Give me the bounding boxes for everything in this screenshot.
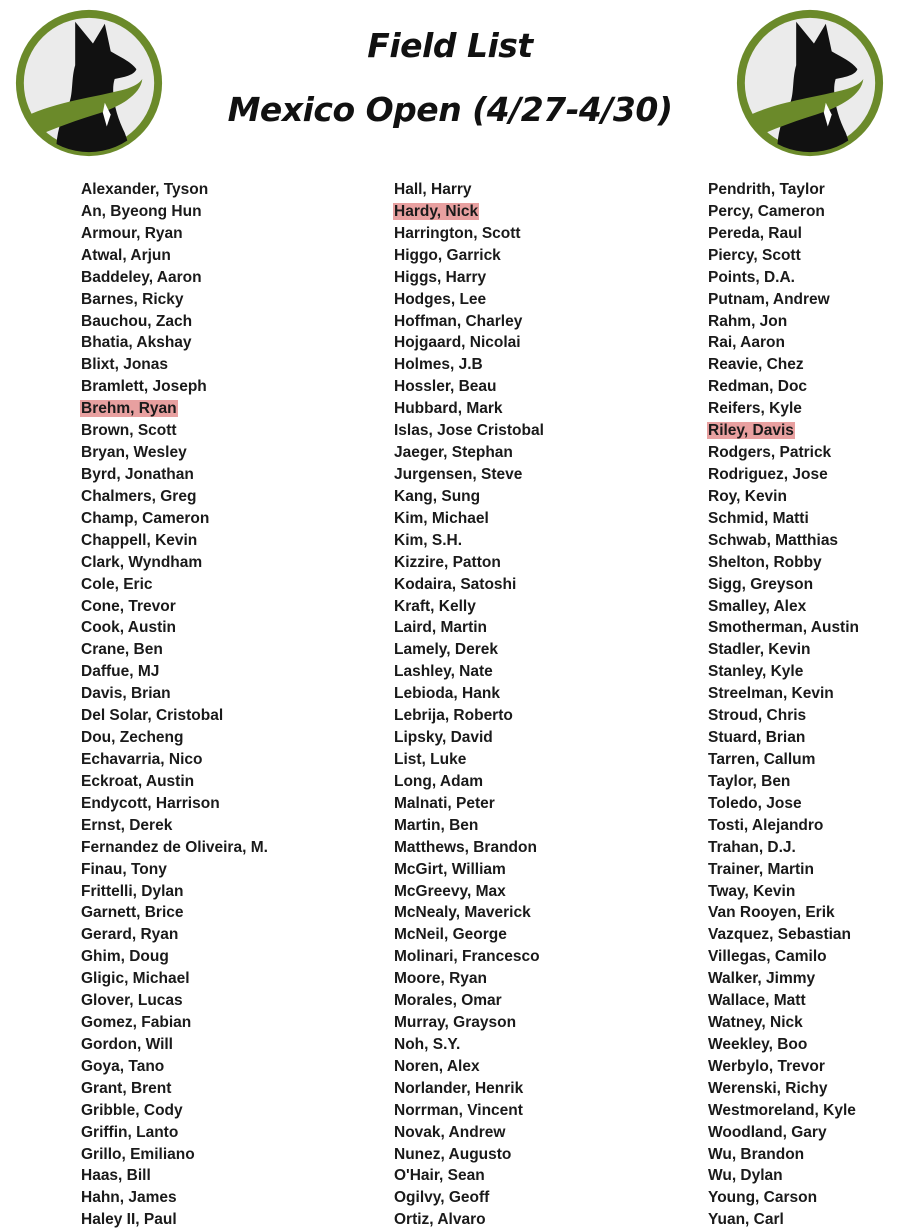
player-name [80,1144,269,1166]
player-name-text: Finau, Tony [81,860,167,878]
player-name [393,1209,545,1231]
player-name [80,289,269,311]
player-name-text: Chappell, Kevin [81,531,198,549]
player-name-text: O'Hair, Sean [394,1167,485,1185]
player-name [707,815,860,837]
player-name-text: Bauchou, Zach [81,312,193,330]
player-name [393,223,545,245]
player-name [80,420,269,442]
player-name [707,574,860,596]
player-name [393,354,545,376]
player-name-text: Stroud, Chris [708,707,807,725]
player-name [80,1056,269,1078]
player-name-text: Sigg, Greyson [708,575,814,593]
player-name [393,376,545,398]
player-name [80,223,269,245]
player-name [393,771,545,793]
player-name-text: Hodges, Lee [394,290,487,308]
player-name-highlighted [707,420,860,442]
player-name-highlighted [393,201,545,223]
player-name [393,661,545,683]
player-name [707,332,860,354]
player-name [393,639,545,661]
player-name-text: Rai, Aaron [708,334,785,352]
player-name [707,442,860,464]
dog-logo-left [10,4,168,162]
player-name [707,289,860,311]
player-name [707,639,860,661]
player-name [393,1100,545,1122]
player-name [80,530,269,552]
player-name-text: Hubbard, Mark [394,400,503,418]
player-name [80,683,269,705]
player-name-text: Bhatia, Akshay [81,334,192,352]
player-name [707,968,860,990]
player-name [707,1144,860,1166]
player-name-text: Novak, Andrew [394,1123,506,1141]
player-column-3 [707,179,860,1231]
player-name-text: Byrd, Jonathan [81,465,194,483]
player-name [707,683,860,705]
player-name-text: McGreevy, Max [394,882,506,900]
player-name-text: Islas, Jose Cristobal [394,422,544,440]
player-name [393,815,545,837]
player-name-text: Hoffman, Charley [394,312,523,330]
player-name [80,793,269,815]
player-name-text: Roy, Kevin [708,487,787,505]
player-name [707,1034,860,1056]
player-name-text: Wallace, Matt [708,992,806,1010]
player-name [393,1012,545,1034]
player-name-text: Davis, Brian [81,685,171,703]
player-name-text: Murray, Grayson [394,1014,517,1032]
player-name [393,530,545,552]
player-name [393,881,545,903]
player-name-text: Noren, Alex [394,1057,480,1075]
player-name [393,1056,545,1078]
player-name-text: Points, D.A. [708,268,795,286]
player-name-text: Shelton, Robby [708,553,822,571]
player-name-text: Schwab, Matthias [708,531,839,549]
player-name [707,201,860,223]
player-name-text: Morales, Omar [394,992,502,1010]
player-name [393,311,545,333]
player-name [80,311,269,333]
player-name [80,332,269,354]
player-name [393,837,545,859]
player-name-text: Toledo, Jose [708,794,802,812]
player-name-text: Rahm, Jon [708,312,788,330]
player-name-text: Ogilvy, Geoff [394,1189,490,1207]
player-name [707,1100,860,1122]
player-name-text: An, Byeong Hun [81,202,202,220]
player-name [393,1122,545,1144]
player-name [707,749,860,771]
player-name [707,705,860,727]
player-name [393,705,545,727]
player-name-text: McNeil, George [394,926,507,944]
player-name-text: Kraft, Kelly [394,597,476,615]
player-name [80,486,269,508]
player-name-text: Gerard, Ryan [81,926,179,944]
player-name [80,946,269,968]
player-name [707,398,860,420]
player-name [393,968,545,990]
player-name [707,508,860,530]
player-name-text: Reavie, Chez [708,356,804,374]
player-name-text: Pendrith, Taylor [708,181,825,198]
player-name-text: Gligic, Michael [81,970,190,988]
player-name-text: Hojgaard, Nicolai [394,334,521,352]
player-name-text: Grant, Brent [81,1079,172,1097]
player-name-text: Jurgensen, Steve [394,465,523,483]
player-name-text: Werbylo, Trevor [708,1057,825,1075]
player-name [393,727,545,749]
player-name [80,727,269,749]
player-name-text: Lebioda, Hank [394,685,500,703]
player-name [707,1122,860,1144]
player-name-text: Armour, Ryan [81,224,183,242]
player-name-text: Lebrija, Roberto [394,707,513,725]
player-name [707,1165,860,1187]
player-name-text: McNealy, Maverick [394,904,531,922]
player-name [707,267,860,289]
player-name [80,245,269,267]
player-name [80,1122,269,1144]
player-name [393,508,545,530]
player-name-text: Fernandez de Oliveira, M. [81,838,268,856]
player-name-text: Echavarria, Nico [81,750,203,768]
player-name-text: Young, Carson [708,1189,818,1207]
player-name [393,617,545,639]
player-name-text: Grillo, Emiliano [81,1145,195,1163]
player-name [707,354,860,376]
player-name-text: Martin, Ben [394,816,479,834]
dog-logo-right [731,4,889,162]
player-name [393,420,545,442]
player-name-text: Moore, Ryan [394,970,488,988]
player-name [80,749,269,771]
player-name [393,902,545,924]
player-name-text: Rodgers, Patrick [708,444,832,462]
player-name [80,859,269,881]
player-name-text: Nunez, Augusto [394,1145,512,1163]
player-name-text: Piercy, Scott [708,246,801,264]
player-name-text: Ortiz, Alvaro [394,1211,486,1229]
player-name-text: Clark, Wyndham [81,553,203,571]
player-name-text: Hall, Harry [394,181,472,198]
player-name-text: Villegas, Camilo [708,948,827,966]
player-name-text: Kim, S.H. [394,531,463,549]
player-name-text: McGirt, William [394,860,506,878]
player-name-text: Lashley, Nate [394,663,493,681]
player-name [707,486,860,508]
player-name [80,1209,269,1231]
player-name-text: Gomez, Fabian [81,1014,192,1032]
player-name-text: Tarren, Callum [708,750,816,768]
player-name-text: Lipsky, David [394,729,493,747]
player-name [80,354,269,376]
player-name-text: Garnett, Brice [81,904,184,922]
player-name-text: Blixt, Jonas [81,356,168,374]
player-name-text: Stuard, Brian [708,729,806,747]
player-name-text: Woodland, Gary [708,1123,827,1141]
player-name [393,990,545,1012]
player-name-text: Cole, Eric [81,575,153,593]
player-name [80,376,269,398]
player-name [393,552,545,574]
player-name [80,837,269,859]
player-name-text: Ghim, Doug [81,948,169,966]
player-name [80,574,269,596]
player-name [80,179,269,201]
player-name [707,946,860,968]
player-name-text: List, Luke [394,750,467,768]
player-name-text: Putnam, Andrew [708,290,830,308]
player-name [393,1144,545,1166]
player-name-text: Hossler, Beau [394,378,497,396]
player-name [393,289,545,311]
player-name [707,837,860,859]
player-name-text: Hardy, Nick [394,202,479,220]
player-name-text: Alexander, Tyson [81,181,209,198]
player-name [393,859,545,881]
player-name-text: Van Rooyen, Erik [708,904,835,922]
player-name [707,530,860,552]
player-name-text: Chalmers, Greg [81,487,197,505]
player-name-text: Haas, Bill [81,1167,151,1185]
player-name [80,639,269,661]
player-column-1 [80,179,269,1231]
player-name [393,245,545,267]
player-name-text: Wu, Dylan [708,1167,783,1185]
player-name [393,946,545,968]
player-name [393,1187,545,1209]
player-name [707,1078,860,1100]
player-name-text: Endycott, Harrison [81,794,220,812]
player-name [393,683,545,705]
player-name [707,311,860,333]
player-name [80,1078,269,1100]
player-name [707,376,860,398]
player-name [80,771,269,793]
player-name-text: Kang, Sung [394,487,481,505]
player-name-text: Kizzire, Patton [394,553,501,571]
player-name-text: Glover, Lucas [81,992,183,1010]
player-name-text: Gordon, Will [81,1035,173,1053]
player-name-text: Matthews, Brandon [394,838,537,856]
player-name-text: Brown, Scott [81,422,177,440]
player-name [80,201,269,223]
player-name [80,1034,269,1056]
player-name-text: Goya, Tano [81,1057,165,1075]
player-name [393,596,545,618]
player-name [80,902,269,924]
player-name [393,749,545,771]
player-name [80,661,269,683]
player-name-text: Haley II, Paul [81,1211,177,1229]
player-name-text: Baddeley, Aaron [81,268,202,286]
player-name [707,727,860,749]
player-name [393,398,545,420]
player-name-text: Riley, Davis [708,422,794,440]
player-name [80,1187,269,1209]
player-name-text: Cone, Trevor [81,597,176,615]
player-name [707,552,860,574]
player-name [80,617,269,639]
player-name [80,442,269,464]
player-name-text: Laird, Martin [394,619,488,637]
player-name-text: Schmid, Matti [708,509,809,527]
player-name-text: Vazquez, Sebastian [708,926,851,944]
player-name-text: Noh, S.Y. [394,1035,461,1053]
player-name [393,267,545,289]
player-name-text: Dou, Zecheng [81,729,184,747]
player-name [707,1209,860,1231]
player-name-text: Tway, Kevin [708,882,796,900]
player-name-text: Trainer, Martin [708,860,814,878]
player-name-text: Eckroat, Austin [81,772,195,790]
player-name [707,793,860,815]
player-name [707,661,860,683]
player-name [393,179,545,201]
player-name-text: Harrington, Scott [394,224,521,242]
player-name [393,574,545,596]
player-name-text: Higgs, Harry [394,268,487,286]
player-name [707,881,860,903]
player-name [707,771,860,793]
player-name-text: Yuan, Carl [708,1211,784,1229]
player-name-text: Champ, Cameron [81,509,210,527]
player-column-2 [393,179,545,1231]
player-name [80,1165,269,1187]
player-name-text: Ernst, Derek [81,816,173,834]
player-name-highlighted [80,398,269,420]
player-name [707,1187,860,1209]
player-name-text: Cook, Austin [81,619,177,637]
player-name-text: Streelman, Kevin [708,685,834,703]
player-name-text: Werenski, Richy [708,1079,828,1097]
player-name-text: Weekley, Boo [708,1035,808,1053]
player-name [393,332,545,354]
player-name-text: Pereda, Raul [708,224,802,242]
player-name-text: Daffue, MJ [81,663,160,681]
player-name-text: Stadler, Kevin [708,641,811,659]
player-name-text: Del Solar, Cristobal [81,707,224,725]
player-name-text: Bramlett, Joseph [81,378,207,396]
event-subtitle: Mexico Open (4/27-4/30) [227,90,673,129]
player-name-text: Atwal, Arjun [81,246,171,264]
player-name [80,508,269,530]
player-name [393,442,545,464]
player-name-text: Frittelli, Dylan [81,882,184,900]
player-name [707,179,860,201]
player-name [707,924,860,946]
player-name-text: Stanley, Kyle [708,663,804,681]
player-name-text: Jaeger, Stephan [394,444,513,462]
player-name-text: Molinari, Francesco [394,948,540,966]
player-name-text: Long, Adam [394,772,483,790]
player-name [393,793,545,815]
player-name [707,223,860,245]
player-name [80,705,269,727]
player-name-text: Brehm, Ryan [81,400,177,418]
player-name-text: Smotherman, Austin [708,619,859,637]
player-name-text: Percy, Cameron [708,202,825,220]
player-name [707,245,860,267]
player-name-text: Smalley, Alex [708,597,807,615]
player-name-text: Higgo, Garrick [394,246,501,264]
player-name-text: Kim, Michael [394,509,489,527]
player-name [80,552,269,574]
player-name-text: Westmoreland, Kyle [708,1101,856,1119]
player-name-text: Barnes, Ricky [81,290,184,308]
player-name [80,968,269,990]
player-name [80,596,269,618]
player-name-text: Wu, Brandon [708,1145,805,1163]
player-name [707,902,860,924]
player-name-text: Norlander, Henrik [394,1079,524,1097]
player-name [707,617,860,639]
player-name [707,859,860,881]
player-name-text: Crane, Ben [81,641,163,659]
player-name-text: Reifers, Kyle [708,400,802,418]
player-name-text: Hahn, James [81,1189,177,1207]
player-name-text: Taylor, Ben [708,772,791,790]
player-name [707,596,860,618]
player-name [80,1012,269,1034]
player-name-text: Walker, Jimmy [708,970,816,988]
page-title: Field List [367,26,533,65]
player-name-text: Tosti, Alejandro [708,816,824,834]
player-name-text: Trahan, D.J. [708,838,796,856]
player-name [80,1100,269,1122]
player-name [393,464,545,486]
player-name-text: Malnati, Peter [394,794,495,812]
player-name [80,990,269,1012]
player-name [707,1056,860,1078]
player-name-text: Kodaira, Satoshi [394,575,517,593]
player-name-text: Gribble, Cody [81,1101,183,1119]
player-name [393,1034,545,1056]
player-name [393,486,545,508]
player-name-text: Rodriguez, Jose [708,465,828,483]
player-name [80,881,269,903]
player-name [393,924,545,946]
player-name [393,1078,545,1100]
player-name [707,990,860,1012]
player-name-text: Redman, Doc [708,378,808,396]
player-name-text: Bryan, Wesley [81,444,187,462]
player-name [80,924,269,946]
player-name-text: Holmes, J.B [394,356,483,374]
player-name [707,1012,860,1034]
player-name [707,464,860,486]
player-name-text: Griffin, Lanto [81,1123,179,1141]
player-name [80,267,269,289]
player-name-text: Watney, Nick [708,1014,803,1032]
player-name [393,1165,545,1187]
player-name-text: Norrman, Vincent [394,1101,523,1119]
player-name-text: Lamely, Derek [394,641,498,659]
player-name [80,464,269,486]
player-name [80,815,269,837]
